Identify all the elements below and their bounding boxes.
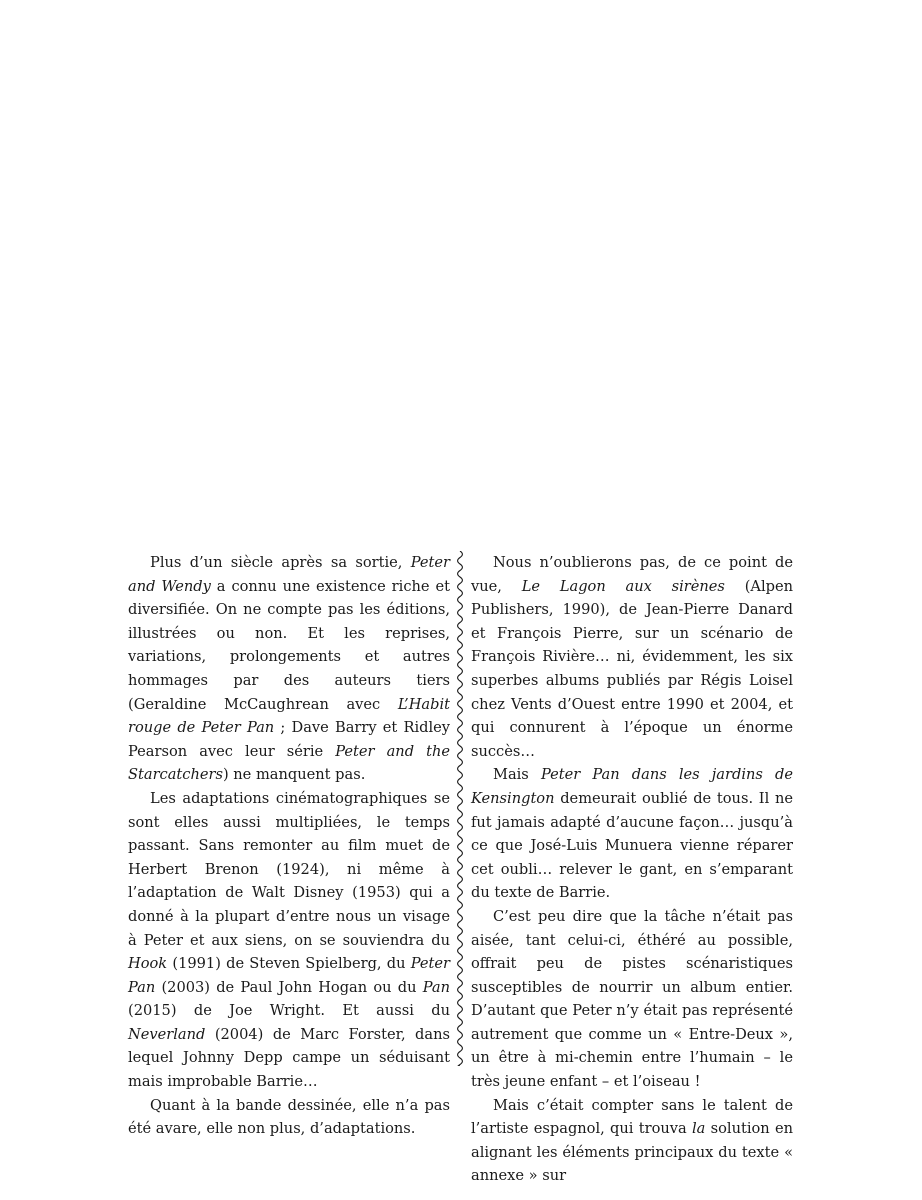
italic-title: L’Habit rouge de Peter Pan xyxy=(128,695,450,737)
paragraph xyxy=(128,551,450,787)
text-run: Quant à la bande dessinée, elle n’a pas été avare, elle non plus, d’adaptations. xyxy=(128,1096,450,1138)
paragraph xyxy=(128,787,450,1094)
paragraph xyxy=(471,763,793,905)
paragraph xyxy=(471,1094,793,1188)
text-run: (2003) de Paul John Hogan ou du xyxy=(155,978,423,996)
wavy-divider-icon xyxy=(454,551,466,1066)
italic-title: Peter and Wendy xyxy=(128,554,450,595)
paragraph xyxy=(128,1094,450,1141)
text-run: Nous n’oublierons pas, de ce point de vue, xyxy=(471,554,793,595)
text-run: (2015) de Joe Wright. Et aussi du xyxy=(128,1002,450,1020)
text-run: C’est peu dire que la tâche n’était pas aisée, tant celui-ci, éthéré au possible, offrait peu de pistes scénaristiques susceptibles de nourrir un album entier. D’autant que Peter n’y était pas représenté autrement que comme un « Entre-Deux », un être à mi-chemin entre l’humain – le très jeune enfant – et l’oiseau ! xyxy=(471,907,793,1091)
text-run: (Alpen Publishers, 1990), de Jean-Pierre Danard et François Pierre, sur un scénario de François Rivière… ni, évidemment, les six superbes albums publiés par Régis Loisel chez Vents d’Ouest entre 1990 et 2004, et qui connurent à l’époque un énorme succès… xyxy=(471,577,793,760)
italic-title: Le Lagon aux sirènes xyxy=(521,577,725,595)
text-run: (1991) de Steven Spielberg, du xyxy=(167,955,411,973)
left-text-column xyxy=(128,551,450,1141)
italic-title: Peter Pan dans les jardins de Kensington xyxy=(471,766,793,807)
italic-title: Neverland xyxy=(128,1025,206,1043)
paragraph xyxy=(471,905,793,1094)
text-run: demeurait oublié de tous. Il ne fut jamais adapté d’aucune façon… jusqu’à ce que José-Luis Munuera vienne réparer cet oubli… relever le gant, en s’emparant du texte de Barrie. xyxy=(471,789,793,902)
text-run: Plus d’un siècle après sa sortie, xyxy=(150,554,411,571)
text-run: (2004) de Marc Forster, dans lequel Johnny Depp campe un séduisant mais improbable Barrie… xyxy=(128,1025,450,1091)
right-text-column xyxy=(471,551,793,1188)
text-run: Mais c’était compter sans le talent de l’artiste espagnol, qui trouva xyxy=(471,1096,793,1138)
italic-title: Pan xyxy=(422,978,450,996)
paragraph xyxy=(471,551,793,763)
italic-title: Peter Pan xyxy=(128,955,450,996)
text-run: ; Dave Barry et Ridley Pearson avec leur série xyxy=(128,719,450,760)
italic-title: Peter and the Starcatchers xyxy=(128,742,450,784)
text-run: Les adaptations cinématographiques se sont elles aussi multipliées, le temps passant. Sans remonter au film muet de Herbert Brenon (1924), ni même à l’adaptation de Walt Disney (1953) qui a donné à la plupart d’entre nous un visage à Peter et aux siens, on se souviendra du xyxy=(128,789,450,949)
text-run: solution en alignant les éléments principaux du texte « annexe » sur xyxy=(471,1120,793,1185)
text-run: Mais xyxy=(493,766,541,784)
text-run: ) ne manquent pas. xyxy=(222,766,366,784)
italic-title: la xyxy=(691,1120,706,1138)
text-run: a connu une existence riche et diversifiée. On ne compte pas les éditions, illustrées ou non. Et les reprises, variations, prolongements et autres hommages par des auteurs tiers (Geraldine McCaughrean avec xyxy=(128,577,450,713)
italic-title: Hook xyxy=(128,955,168,973)
